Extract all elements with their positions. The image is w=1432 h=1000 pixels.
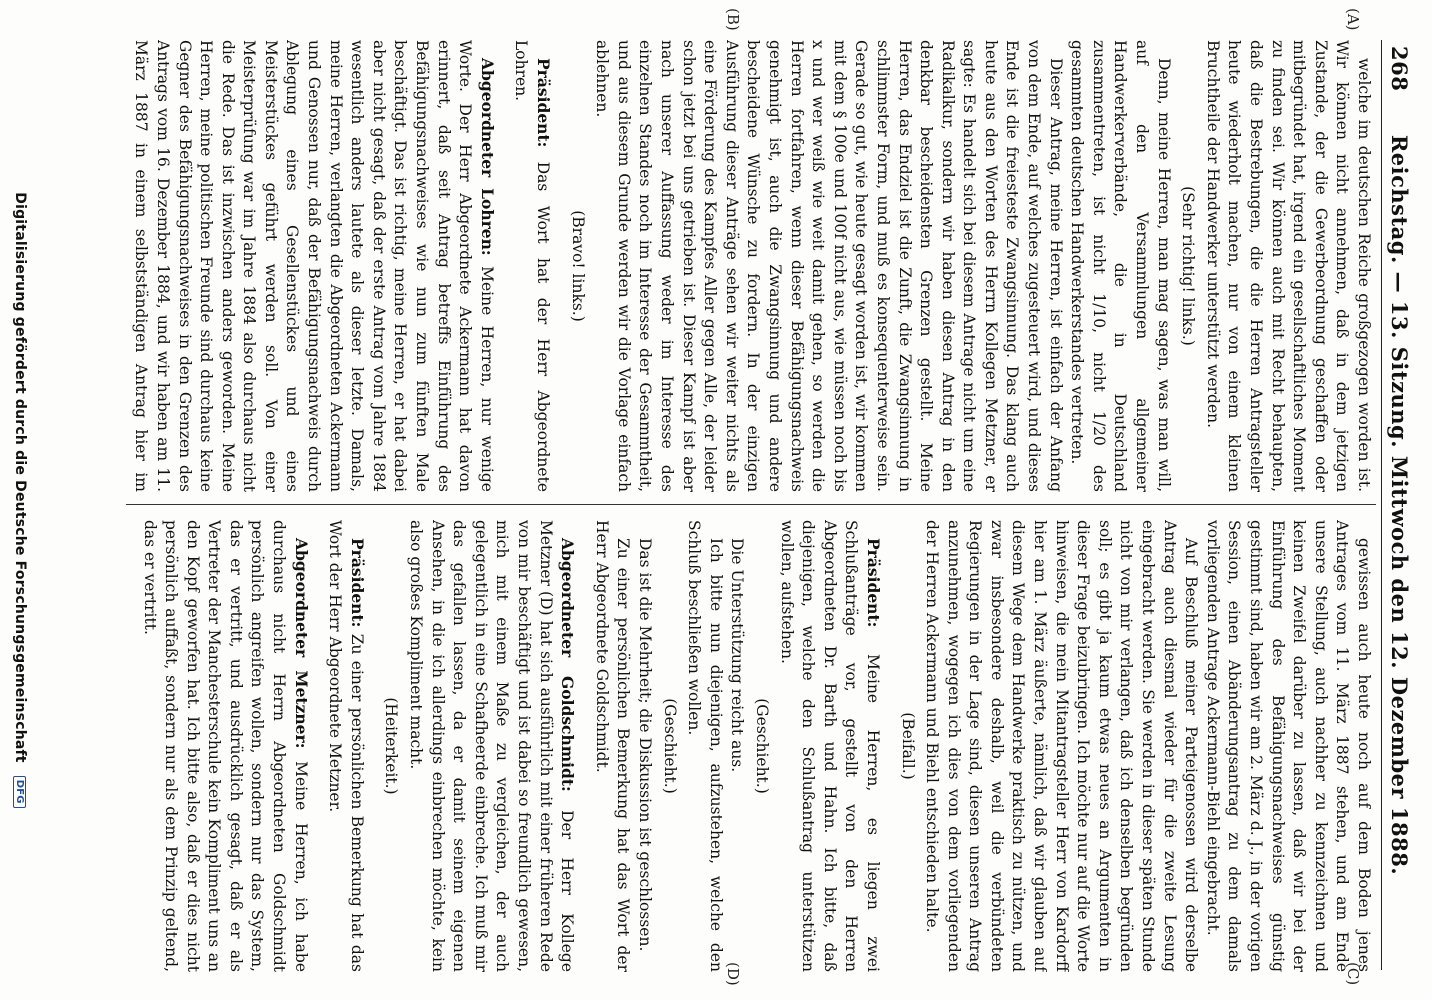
text-paragraph [1201,40,1374,492]
paragraph-text: Meine Herren, nur wenige Worte. Der Herr Abgeordnete Ackermann hat davon erinnert, daß seit Antrag betreffs Einführung des Befähigungsnachweises wie nun zum fünften Male beschäftigt. Das ist richtig, meine Herren, er hat dabei aber nicht gesagt, daß der erste Antrag vom Jahre 1884 wesentlich anders lautete als dieser letzte. Damals, meine Herren, verlangten die Abgeordneten Ackermann und Genossen nur, daß der Befähigungsnachweis durch Ablegung eines Gesellenstückes und eines Meisterstückes geführt werden soll. Von einer Meisterprüfung war im Jahre 1884 also durchaus nicht die Rede. Das ist inzwischen anders geworden. Meine Herren, meine politischen Freunde sind durchaus keine Gegner des Befähigungsnachweises in den Grenzen des Antrags vom 16. Dezember 1884, und wir haben am 11. März 1887 in einem selbstständigen Antrag hier im [132,40,496,492]
stage-direction: (Beifall.) [898,712,917,780]
page-running-title: Reichstag. — 13. Sitzung. Mittwoch den 12. Dezember 1888. [1387,134,1412,876]
speech-paragraph [138,520,312,972]
text-paragraph [590,520,633,972]
speaker-name: Präsident: [534,58,554,148]
text-paragraph [1201,520,1374,972]
margin-marker-d: (D) [724,962,742,986]
page-header [1384,40,1418,970]
paragraph-text: Zu einer persönlichen Bemerkung hat das Wort der Herr Abgeordnete Metzner. [326,520,366,972]
text-paragraph [1066,40,1174,492]
stage-direction: (Sehr richtig! links.) [1179,186,1198,346]
margin-marker-b: (B) [724,8,742,31]
footer-text: Digitalisierung gefördert durch die Deutsche Forschungsgemeinschaft [12,192,28,763]
paragraph-text: gewissen auch heute noch auf dem Boden jenes Antrages vom 11. März 1887 stehen, und am Ende unsere Stellung, auch nachher zu kennzeichnen und keinen Zweifel darüber zu lassen, daß wir bei der Einführung des Befähigungsnachweises günstig gestimmt sind, haben wir am 2. März d. J., in der vorigen Session, einen Abänderungsantrag zu dem damals vorliegenden Antrage Ackermann-Biehl eingebracht. [1203,520,1373,972]
margin-marker-a: (A) [1344,8,1362,31]
speech-paragraph [510,40,554,492]
speaker-name: Abgeordneter Goldschmidt: [558,538,578,792]
speech-paragraph [404,520,578,972]
text-paragraph [633,520,655,972]
stage-direction: (Geschieht.) [752,698,771,794]
column-divider [126,504,1376,505]
paragraph-text: Meine Herren, ich habe durchaus nicht Herrn Abgeordneten Goldschmidt persönlich angreifen wollen, sondern nur das System, das er vertritt, und ausdrücklich gesagt, daß er als Vertreter der Manchesterschule kein Kompliment uns an den Kopf geworfen hat. Ich bitte also, daß er dies nicht persönlich auffaßt, sondern nur als dem Prinzip geltend, das er vertritt. [140,520,310,972]
paragraph-text: welche im deutschen Reiche großgezogen worden ist. Wir können nicht annehmen, daß in dem jetzigen Zustande, der die Gewerbeordnung geschaffen oder mitbegründet hat, irgend ein gesellschaftliches Moment zu finden sei. Wir können auch mit Recht behaupten, daß die Bestrebungen, die die Herren Antragsteller heute wiederholt machen, nur von einem kleinen Bruchtheile der Handwerker unterstützt werden. [1203,40,1373,492]
speech-paragraph [324,520,368,972]
stage-direction: (Geschieht.) [660,698,679,794]
paragraph-text: Denn, meine Herren, man mag sagen, was man will, auf den Versammlungen allgemeiner Handwerkerverbände, die in Deutschland zusammentreten, ist nicht 1/10, nicht 1/20 des gesammten deutschen Handwerkerstandes vertreten. [1068,40,1173,492]
margin-marker-c: (C) [1344,962,1362,986]
dfg-logo: DFG [14,776,27,808]
right-text-column [129,520,1374,972]
digitization-footer [12,0,28,1000]
paragraph-text: Das Wort hat der Herr Abgeordnete Lohren. [512,40,553,492]
paragraph-text: Meine Herren, es liegen zwei Schlußanträge vor, gestellt von den Herren Abgeordneten Dr. Barth und Hahn. Ich bitte, daß diejenigen, welche den Schlußantrag unterstützen wollen, aufstehen. [777,520,882,972]
speaker-name: Abgeordneter Lohren: [477,58,497,256]
paragraph-text: Ich bitte nun diejenigen, aufzustehen, welche den Schluß beschließen wollen. [685,520,725,972]
left-text-column [129,40,1374,492]
speech-paragraph [129,40,498,492]
paragraph-text: Auf Beschluß meiner Parteigenossen wird derselbe Antrag auch diesmal wieder für die zweite Lesung eingebracht werden. Sie werden in dieser späten Stunde nicht von mir verlangen, daß ich denselben begründen soll; es gibt ja kaum etwas neues an Argumenten in dieser Frage beizubringen. Ich möchte nur auf die Worte hinweisen, die mein Mitantragsteller Herr von Kardorff hier am 1. März äußerte, nämlich, daß wir glauben auf diesem Wege dem Handwerke praktisch zu nützen, und zwar insbesondere deshalb, weil die verbündeten Regierungen in der Lage sind, diesen unseren Antrag anzunehmen, wogegen ich dies von dem vorliegenden der Herren Ackermann und Biehl entschieden halte. [923,520,1201,972]
speaker-name: Präsident: [863,538,883,628]
page-number: 268 [1387,46,1412,92]
paragraph-text: Das ist die Mehrheit; die Diskussion ist geschlossen. [636,538,654,952]
header-rule [1381,40,1382,970]
text-paragraph [921,520,1202,972]
stage-direction: (Bravo! links.) [568,210,587,322]
speaker-name: Präsident: [347,538,367,628]
speaker-name: Abgeordneter Metzner: [291,538,311,749]
text-paragraph [591,40,1066,492]
paragraph-text: Die Unterstützung reicht aus. [728,538,747,773]
paragraph-text: Zu einer persönlichen Bemerkung hat das Wort der Herr Abgeordnete Goldschmidt. [592,520,633,972]
paragraph-text: Der Herr Kollege Metzner (D) hat sich ausführlich mit einer früheren Rede von mir beschäftigt und ist dabei so freundlich gewesen, mich mit einem Maße zu vergleichen, der auch gelegentlich in eine Schafheerde einbreche. Ich muß mir das gefallen lassen, da er damit seinem eigenen Ansehen, in die ich allerdings einbrechen möchte, kein also großes Kompliment macht. [407,520,577,972]
text-paragraph [726,520,748,972]
paragraph-text: Dieser Antrag, meine Herren, ist einfach der Anfang von dem Ende, auf welches zugesteuert wird, und dieses Ende ist die freiesteste Zwangsinnung. Das klang auch heute aus den Worten des Herrn Kollegen Metzner, er sagte: Es handelt sich bei diesem Antrage nicht um eine Radikalkur, sondern wir haben diesen Antrag in den denkbar bescheidensten Grenzen gestellt. Meine Herren, das Endziel ist die Zunft, die Zwangsinnung in schlimmster Form, und muß es konsequenterweise sein. Gerade so gut, wie heute gesagt worden ist, wir kommen mit dem § 100e und 100f nicht aus, wie müssen noch bis x und wer weiß wie weit damit gehen, so werden die Herren fortfahren, wenn dieser Befähigungsnachweis genehmigt ist, auch die Zwangsinnung und andere bescheidene Wünsche zu fordern. In der einzigen Ausführung dieser Anträge sehen wir weiter nichts als eine Förderung des Kampfes Aller gegen Alle, der leider schon jetzt bei uns getrieben ist. Dieser Kampf ist aber nach unserer Auffassung weder im Interesse des einzelnen Standes noch im Interesse der Gesammtheit, und aus diesem Grunde werden wir die Vorlage einfach ablehnen. [593,40,1065,492]
stage-direction: (Heiterkeit.) [382,697,401,795]
text-paragraph [683,520,726,972]
speech-paragraph [775,520,884,972]
